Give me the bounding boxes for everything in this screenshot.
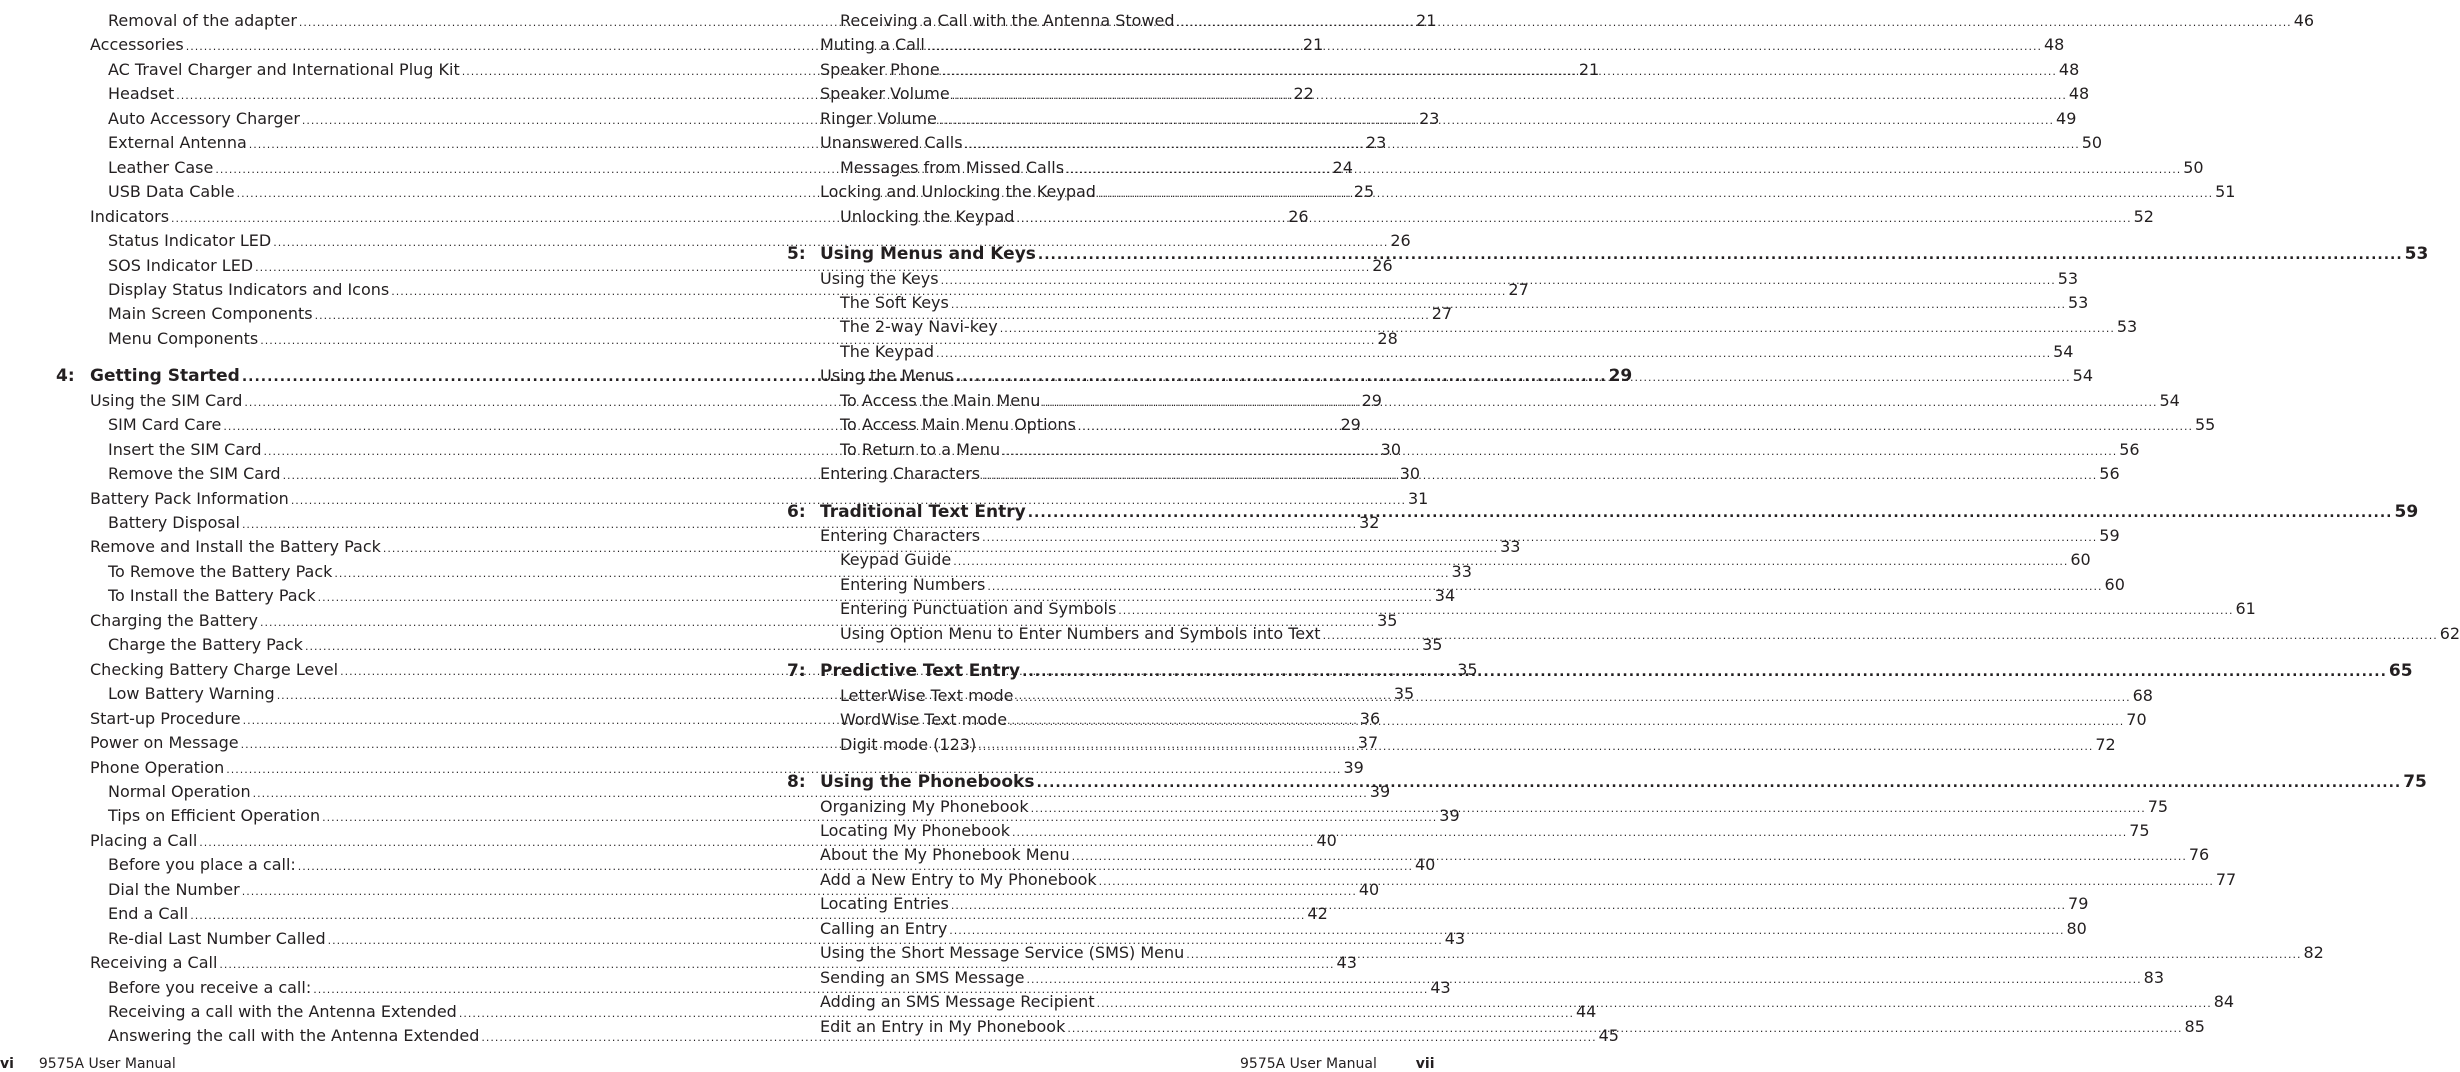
toc-entry[interactable] [840, 205, 2154, 231]
page-number: 59 [2394, 501, 2419, 522]
dot-leader [1009, 710, 2124, 734]
entry-title: Using the Short Message Service (SMS) Menu [820, 943, 1185, 963]
page-number: 75 [2147, 796, 2169, 816]
dot-leader [1022, 660, 2387, 684]
entry-title: Normal Operation [108, 781, 251, 801]
entry-title: Organizing My Phonebook [820, 796, 1029, 816]
entry-title: Getting Started [90, 366, 240, 387]
entry-title: Digit mode (123) [840, 734, 977, 754]
entry-title: Adding an SMS Message Recipient [820, 992, 1095, 1012]
entry-title: Remove the SIM Card [108, 464, 281, 484]
entry-title: To Return to a Menu [840, 439, 1001, 459]
page-number: 84 [2213, 992, 2235, 1012]
dot-leader [1099, 870, 2214, 894]
entry-title: Placing a Call [90, 830, 198, 850]
dot-leader [978, 735, 2093, 759]
toc-entry[interactable] [820, 892, 2089, 918]
dot-leader [936, 342, 2051, 366]
page-number: 37 [1357, 733, 1379, 753]
entry-title: Using the SIM Card [90, 390, 243, 410]
toc-entry[interactable] [840, 733, 2116, 759]
page-number: 26 [1372, 255, 1393, 275]
entry-title: Speaker Phone [820, 59, 940, 79]
dot-leader [1028, 501, 2393, 525]
entry-title: Re-dial Last Number Called [108, 928, 326, 948]
dot-leader [1066, 158, 2181, 182]
page-number: 55 [2194, 415, 2216, 435]
page-number: 40 [1358, 879, 1380, 899]
page-number: 76 [2188, 845, 2210, 865]
page-number: 39 [1369, 781, 1391, 801]
entry-title: Start-up Procedure [90, 708, 241, 728]
entry-title: Main Screen Components [108, 304, 313, 324]
entry-title: Ringer Volume [820, 108, 937, 128]
page-number: 43 [1444, 928, 1466, 948]
entry-title: SIM Card Care [108, 415, 222, 435]
page-number: 29 [1340, 415, 1361, 435]
entry-title: Entering Punctuation and Symbols [840, 599, 1117, 619]
entry-title: Remove and Install the Battery Pack [90, 537, 381, 557]
dot-leader [951, 293, 2066, 317]
page-number: 35 [1422, 635, 1443, 655]
page-number: 25 [1353, 182, 1375, 202]
page-number: 45 [1598, 1026, 1619, 1046]
entry-title: Phone Operation [90, 757, 225, 777]
page-number: 35 [1377, 610, 1398, 630]
page-number: 39 [1439, 806, 1460, 826]
entry-title: To Access the Main Menu [840, 390, 1041, 410]
entry-title: Charging the Battery [90, 610, 258, 630]
entry-title: Power on Message [90, 733, 239, 753]
dot-leader [1031, 797, 2146, 821]
page-number: 23 [1365, 133, 1387, 153]
page-number: 43 [1336, 953, 1357, 973]
entry-title: To Access Main Menu Options [840, 415, 1076, 435]
page-folio: vii [1415, 1056, 1435, 1072]
page-number: 39 [1343, 757, 1364, 777]
dot-leader [1072, 845, 2187, 869]
page-number: 68 [2132, 685, 2153, 705]
dot-leader [1118, 599, 2233, 623]
dot-leader [982, 464, 2097, 488]
entry-title: Edit an Entry in My Phonebook [820, 1016, 1066, 1036]
dot-leader [1026, 968, 2141, 992]
entry-title: Dial the Number [108, 879, 240, 899]
entry-title: Messages from Missed Calls [840, 157, 1065, 177]
entry-title: Unanswered Calls [820, 133, 963, 153]
entry-title: About the My Phonebook Menu [820, 845, 1070, 865]
entry-title: Add a New Entry to My Phonebook [820, 869, 1097, 889]
page-number: 48 [2068, 84, 2090, 104]
entry-title: Entering Numbers [840, 574, 986, 594]
page-number: 22 [1293, 84, 1314, 104]
page-number: 49 [2056, 108, 2077, 128]
toc-entry[interactable] [840, 340, 2074, 366]
entry-title: AC Travel Charger and International Plug Kit [108, 59, 460, 79]
page-number: 33 [1451, 561, 1472, 581]
page-number: 27 [1431, 304, 1453, 324]
page-number: 53 [2404, 244, 2429, 265]
entry-title: Status Indicator LED [108, 231, 272, 251]
page-number: 54 [2159, 390, 2180, 410]
entry-title: Before you receive a call: [108, 977, 312, 997]
page-number: 54 [2072, 366, 2093, 386]
page-number: 30 [1380, 439, 1402, 459]
dot-leader [1036, 771, 2401, 795]
page-number: 56 [2119, 439, 2140, 459]
page-number: 60 [2104, 574, 2125, 594]
entry-title: Indicators [90, 206, 170, 226]
manual-title: 9575A User Manual [38, 1056, 176, 1072]
entry-title: Checking Battery Charge Level [90, 659, 339, 679]
entry-title: Entering Characters [820, 464, 981, 484]
entry-title: Entering Characters [820, 526, 981, 545]
entry-title: The Soft Keys [840, 292, 949, 312]
entry-title: Accessories [90, 35, 184, 55]
page-number: 80 [2066, 918, 2087, 938]
dot-leader [927, 35, 2042, 59]
entry-title: USB Data Cable [108, 182, 235, 202]
entry-title: Using the Menus [820, 366, 954, 386]
right-footer [1240, 1056, 1435, 1072]
entry-title: The Keypad [840, 341, 934, 361]
page-number: 35 [1457, 659, 1478, 679]
page-number: 79 [2068, 894, 2089, 914]
page-number: 34 [1434, 586, 1456, 606]
page-number: 53 [2068, 292, 2089, 312]
dot-leader [953, 550, 2068, 574]
entry-title: Tips on Efficient Operation [108, 806, 321, 826]
page-number: 50 [2081, 133, 2103, 153]
chapter-number: 8: [787, 772, 806, 793]
dot-leader [941, 269, 2056, 293]
entry-title: Removal of the adapter [108, 11, 297, 30]
page-number: 75 [2129, 820, 2150, 840]
page-number: 56 [2099, 464, 2120, 484]
entry-title: Using the Keys [820, 268, 939, 288]
page-number: 21 [1578, 59, 1600, 79]
page-number: 70 [2126, 710, 2147, 730]
dot-leader [982, 526, 2097, 550]
dot-leader [987, 575, 2102, 599]
dot-leader [1177, 11, 2292, 35]
entry-title: Calling an Entry [820, 918, 948, 938]
entry-title: SOS Indicator LED [108, 255, 254, 275]
dot-leader [949, 919, 2064, 943]
toc-entry[interactable] [90, 756, 1364, 782]
chapter-number: 5: [787, 244, 806, 265]
dot-leader [1323, 624, 2438, 648]
page-number: 60 [2070, 550, 2091, 570]
toc-entry[interactable] [820, 33, 2065, 59]
page-number: 35 [1393, 684, 1415, 704]
entry-title: Using Menus and Keys [820, 244, 1036, 265]
entry-title: Predictive Text Entry [820, 661, 1021, 682]
entry-title: Sending an SMS Message [820, 967, 1025, 987]
toc-entry[interactable] [820, 819, 2150, 845]
toc-entry[interactable] [820, 180, 2236, 206]
page-number: 30 [1399, 464, 1421, 484]
page-number: 48 [2043, 35, 2065, 55]
page-number: 26 [1390, 231, 1411, 251]
page-number: 53 [2116, 317, 2138, 337]
entry-title: Menu Components [108, 328, 259, 348]
toc-entry[interactable] [840, 413, 2216, 439]
page-number: 32 [1359, 513, 1380, 532]
entry-title: WordWise Text mode [840, 710, 1008, 730]
entry-title: Keypad Guide [840, 550, 952, 570]
page-number: 65 [2388, 661, 2413, 682]
page-number: 53 [2057, 268, 2079, 288]
page-number: 82 [2303, 943, 2324, 963]
page-number: 43 [1430, 977, 1451, 997]
dot-leader [1000, 317, 2115, 341]
entry-title: Auto Accessory Charger [108, 108, 300, 128]
dot-leader [1067, 1017, 2182, 1041]
dot-leader [1038, 243, 2403, 267]
entry-title: Charge the Battery Pack [108, 635, 303, 655]
entry-title: Muting a Call [820, 35, 925, 55]
entry-title: Answering the call with the Antenna Extended [108, 1026, 480, 1046]
entry-title: Locating Entries [820, 894, 949, 914]
page-number: 46 [2293, 11, 2315, 30]
page-number: 50 [2183, 157, 2204, 177]
page-number: 48 [2058, 59, 2080, 79]
dot-leader [1097, 992, 2212, 1016]
entry-title: Insert the SIM Card [108, 439, 262, 459]
dot-leader [951, 894, 2066, 918]
entry-title: The 2-way Navi-key [840, 317, 998, 337]
entry-title: To Install the Battery Pack [108, 586, 316, 606]
dot-leader [1098, 182, 2213, 206]
page-number: 33 [1500, 537, 1521, 557]
page-number: 21 [1416, 11, 1437, 30]
entry-title: Headset [108, 84, 175, 104]
page-number: 52 [2133, 206, 2154, 226]
page-number: 51 [2215, 182, 2236, 202]
dot-leader [1015, 686, 2130, 710]
entry-title: Using Option Menu to Enter Numbers and Symbols into Text [840, 623, 1321, 643]
dot-leader [939, 109, 2054, 133]
page-number: 40 [1316, 830, 1337, 850]
toc-entry[interactable] [840, 156, 2204, 182]
page-number: 83 [2143, 967, 2164, 987]
entry-title: Locating My Phonebook [820, 820, 1011, 840]
page-number: 77 [2215, 869, 2237, 889]
page-number: 28 [1377, 328, 1398, 348]
entry-title: Speaker Volume [820, 84, 950, 104]
entry-title: Unlocking the Keypad [840, 206, 1015, 226]
toc-entry[interactable] [820, 941, 2324, 967]
entry-title: To Remove the Battery Pack [108, 561, 333, 581]
toc-entry[interactable] [820, 82, 2090, 108]
page-number: 61 [2235, 599, 2256, 619]
dot-leader [1042, 391, 2157, 415]
entry-title: End a Call [108, 904, 189, 924]
page-folio: vi [0, 1056, 14, 1072]
entry-title: Receiving a call with the Antenna Extended [108, 1002, 457, 1021]
dot-leader [952, 84, 2067, 108]
entry-title: LetterWise Text mode [840, 685, 1014, 705]
page-number: 27 [1508, 279, 1529, 299]
dot-leader [1186, 943, 2301, 967]
chapter-number: 4: [56, 366, 75, 387]
entry-title: Low Battery Warning [108, 684, 275, 704]
dot-leader [942, 60, 2057, 84]
dot-leader [965, 133, 2080, 157]
page-number: 54 [2053, 341, 2074, 361]
dot-leader [1016, 207, 2131, 231]
page-number: 21 [1302, 35, 1324, 55]
entry-title: Receiving a Call with the Antenna Stowed [840, 11, 1175, 30]
page-number: 72 [2095, 734, 2116, 754]
entry-title: Using the Phonebooks [820, 772, 1035, 793]
manual-title: 9575A User Manual [1240, 1056, 1377, 1072]
page-number: 75 [2403, 772, 2427, 793]
page-number: 31 [1407, 488, 1429, 508]
page-number: 29 [1361, 390, 1382, 410]
entry-title: Receiving a Call [90, 953, 218, 973]
page-number: 62 [2439, 623, 2460, 643]
entry-title: Display Status Indicators and Icons [108, 279, 390, 299]
page-number: 44 [1576, 1002, 1597, 1021]
entry-title: Battery Pack Information [90, 488, 289, 508]
entry-title: Traditional Text Entry [820, 501, 1026, 522]
dot-leader [1078, 415, 2193, 439]
entry-title: Leather Case [108, 157, 214, 177]
page-number: 29 [1608, 366, 1633, 387]
page-number: 23 [1419, 108, 1440, 128]
left-footer [0, 1056, 176, 1072]
page-number: 85 [2184, 1016, 2205, 1036]
page-number: 26 [1288, 206, 1309, 226]
entry-title: Battery Disposal [108, 513, 240, 532]
dot-leader [955, 366, 2070, 390]
page-number: 36 [1359, 708, 1381, 728]
entry-title: Before you place a call: [108, 855, 296, 875]
page-number: 24 [1332, 157, 1353, 177]
chapter-number: 7: [787, 661, 806, 682]
page-number: 59 [2099, 526, 2120, 545]
page-number: 42 [1307, 904, 1328, 924]
dot-leader [1002, 440, 2117, 464]
entry-title: External Antenna [108, 133, 247, 153]
entry-title: Locking and Unlocking the Keypad [820, 182, 1096, 202]
chapter-number: 6: [787, 501, 806, 522]
page-number: 40 [1414, 855, 1436, 875]
dot-leader [1012, 821, 2127, 845]
